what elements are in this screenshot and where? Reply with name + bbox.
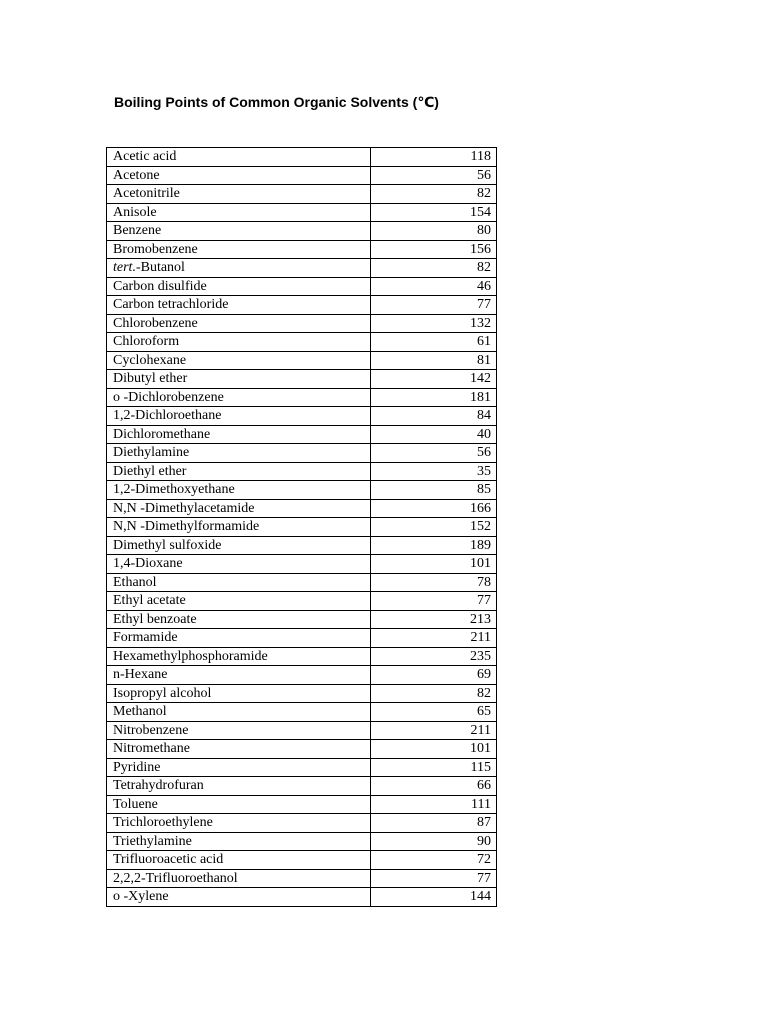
table-row: [107, 314, 497, 333]
boiling-point-cell: 56: [371, 444, 497, 463]
solvent-name: 1,4-Dioxane: [113, 556, 183, 572]
solvent-name-cell: [107, 370, 371, 389]
table-row: [107, 703, 497, 722]
boiling-point-cell: 78: [371, 573, 497, 592]
solvent-name: Ethanol: [113, 574, 157, 590]
boiling-point-cell: 144: [371, 888, 497, 907]
solvent-name-cell: [107, 203, 371, 222]
boiling-point-cell: 65: [371, 703, 497, 722]
solvent-name-cell: [107, 240, 371, 259]
table-row: [107, 888, 497, 907]
table-row: [107, 407, 497, 426]
boiling-point-cell: 84: [371, 407, 497, 426]
table-row: [107, 832, 497, 851]
table-row: [107, 758, 497, 777]
solvent-name: 1,2-Dichloroethane: [113, 408, 222, 424]
boiling-point-cell: 82: [371, 185, 497, 204]
boiling-point-cell: 77: [371, 592, 497, 611]
boiling-point-cell: 46: [371, 277, 497, 296]
solvent-name: o -Xylene: [113, 889, 169, 905]
solvent-name: Acetic acid: [113, 149, 177, 165]
table-row: [107, 166, 497, 185]
table-row: [107, 462, 497, 481]
solvent-name-cell: [107, 740, 371, 759]
table-row: [107, 259, 497, 278]
boiling-point-cell: 90: [371, 832, 497, 851]
solvent-name-cell: [107, 222, 371, 241]
boiling-point-cell: 111: [371, 795, 497, 814]
solvent-name-cell: [107, 721, 371, 740]
solvent-name: Carbon disulfide: [113, 278, 207, 294]
table-row: [107, 388, 497, 407]
solvent-name-cell: [107, 666, 371, 685]
solvent-name-cell: [107, 425, 371, 444]
solvent-name-cell: [107, 185, 371, 204]
solvent-name-cell: [107, 388, 371, 407]
solvent-name-cell: [107, 407, 371, 426]
boiling-points-table: [106, 147, 497, 907]
boiling-point-cell: 72: [371, 851, 497, 870]
solvent-name: 2,2,2-Trifluoroethanol: [113, 870, 238, 886]
table-row: [107, 629, 497, 648]
table-row: [107, 277, 497, 296]
solvent-name-cell: [107, 629, 371, 648]
solvent-name: Ethyl benzoate: [113, 611, 197, 627]
boiling-point-cell: 85: [371, 481, 497, 500]
boiling-point-cell: 132: [371, 314, 497, 333]
solvent-name: o -Dichlorobenzene: [113, 389, 224, 405]
table-row: [107, 351, 497, 370]
boiling-point-cell: 154: [371, 203, 497, 222]
solvent-name: -Butanol: [135, 260, 185, 276]
table-row: [107, 795, 497, 814]
boiling-point-cell: 69: [371, 666, 497, 685]
boiling-point-cell: 142: [371, 370, 497, 389]
solvent-name-cell: [107, 277, 371, 296]
solvent-name-cell: [107, 148, 371, 167]
solvent-name-cell: [107, 481, 371, 500]
solvent-name: Pyridine: [113, 759, 161, 775]
solvent-name: Carbon tetrachloride: [113, 297, 229, 313]
solvent-name: Diethyl ether: [113, 463, 187, 479]
table-row: [107, 851, 497, 870]
solvent-name: Bromobenzene: [113, 241, 198, 257]
solvent-name: Dibutyl ether: [113, 371, 188, 387]
boiling-point-cell: 77: [371, 296, 497, 315]
solvent-name-cell: [107, 166, 371, 185]
solvent-name-cell: [107, 610, 371, 629]
solvent-name: Dimethyl sulfoxide: [113, 537, 222, 553]
solvent-name-cell: [107, 536, 371, 555]
solvent-name-cell: [107, 296, 371, 315]
table-row: [107, 555, 497, 574]
solvent-name: Cyclohexane: [113, 352, 187, 368]
solvent-name-cell: [107, 647, 371, 666]
table-row: [107, 203, 497, 222]
solvent-name: Chlorobenzene: [113, 315, 198, 331]
boiling-point-cell: 66: [371, 777, 497, 796]
boiling-point-cell: 61: [371, 333, 497, 352]
table-row: [107, 869, 497, 888]
solvent-name-cell: [107, 555, 371, 574]
solvent-name-cell: [107, 888, 371, 907]
table-row: [107, 518, 497, 537]
boiling-point-cell: 156: [371, 240, 497, 259]
boiling-point-cell: 115: [371, 758, 497, 777]
table-row: [107, 647, 497, 666]
solvent-name: Ethyl acetate: [113, 593, 186, 609]
solvent-name: Dichloromethane: [113, 426, 211, 442]
boiling-point-cell: 118: [371, 148, 497, 167]
solvent-name-cell: [107, 777, 371, 796]
solvent-name-cell: [107, 703, 371, 722]
solvent-name: n-Hexane: [113, 667, 168, 683]
table-body: [107, 148, 497, 907]
solvent-name-cell: [107, 795, 371, 814]
table-row: [107, 296, 497, 315]
boiling-point-cell: 213: [371, 610, 497, 629]
table-row: [107, 481, 497, 500]
solvent-name-cell: [107, 592, 371, 611]
table-row: [107, 148, 497, 167]
solvent-name-cell: [107, 869, 371, 888]
solvent-name-cell: [107, 814, 371, 833]
boiling-point-cell: 80: [371, 222, 497, 241]
table-row: [107, 814, 497, 833]
solvent-name: Acetone: [113, 167, 160, 183]
boiling-point-cell: 101: [371, 555, 497, 574]
solvent-name-cell: [107, 462, 371, 481]
boiling-point-cell: 211: [371, 721, 497, 740]
solvent-name: Chloroform: [113, 334, 180, 350]
boiling-point-cell: 82: [371, 684, 497, 703]
solvent-name: Methanol: [113, 704, 167, 720]
solvent-name-cell: [107, 851, 371, 870]
solvent-name: Hexamethylphosphoramide: [113, 648, 268, 664]
solvent-name-cell: [107, 684, 371, 703]
solvent-name: Tetrahydrofuran: [113, 778, 204, 794]
solvent-name-cell: [107, 832, 371, 851]
table-row: [107, 721, 497, 740]
boiling-point-cell: 56: [371, 166, 497, 185]
boiling-point-cell: 235: [371, 647, 497, 666]
boiling-point-cell: 87: [371, 814, 497, 833]
boiling-point-cell: 77: [371, 869, 497, 888]
table-row: [107, 592, 497, 611]
solvent-name-cell: [107, 314, 371, 333]
table-row: [107, 610, 497, 629]
solvent-name: Isopropyl alcohol: [113, 685, 212, 701]
boiling-point-cell: 152: [371, 518, 497, 537]
solvent-name-cell: [107, 573, 371, 592]
solvent-name-cell: [107, 518, 371, 537]
solvent-name-cell: [107, 351, 371, 370]
table-row: [107, 777, 497, 796]
solvent-name-prefix: tert.: [113, 260, 136, 276]
boiling-point-cell: 81: [371, 351, 497, 370]
solvent-name: Nitrobenzene: [113, 722, 189, 738]
table-row: [107, 222, 497, 241]
solvent-name: Trifluoroacetic acid: [113, 852, 224, 868]
table-row: [107, 573, 497, 592]
solvent-name: Triethylamine: [113, 833, 192, 849]
solvent-name: Toluene: [113, 796, 158, 812]
solvent-name: N,N -Dimethylacetamide: [113, 500, 255, 516]
table-row: [107, 499, 497, 518]
solvent-name-cell: [107, 499, 371, 518]
solvent-name: N,N -Dimethylformamide: [113, 519, 260, 535]
table-row: [107, 444, 497, 463]
solvent-name: 1,2-Dimethoxyethane: [113, 482, 235, 498]
solvent-name: Anisole: [113, 204, 157, 220]
solvent-name: Acetonitrile: [113, 186, 180, 202]
table-row: [107, 425, 497, 444]
solvent-name: Trichloroethylene: [113, 815, 213, 831]
boiling-point-cell: 35: [371, 462, 497, 481]
solvent-name: Nitromethane: [113, 741, 190, 757]
solvent-name: Diethylamine: [113, 445, 190, 461]
boiling-point-cell: 189: [371, 536, 497, 555]
table-row: [107, 684, 497, 703]
solvent-name-cell: [107, 333, 371, 352]
boiling-point-cell: 40: [371, 425, 497, 444]
table-row: [107, 370, 497, 389]
table-row: [107, 740, 497, 759]
boiling-point-cell: 181: [371, 388, 497, 407]
boiling-point-cell: 82: [371, 259, 497, 278]
solvent-name-cell: [107, 444, 371, 463]
solvent-name: Formamide: [113, 630, 178, 646]
boiling-point-cell: 101: [371, 740, 497, 759]
table-row: [107, 240, 497, 259]
solvent-name-cell: [107, 259, 371, 278]
boiling-point-cell: 211: [371, 629, 497, 648]
table-row: [107, 185, 497, 204]
solvent-name-cell: [107, 758, 371, 777]
table-row: [107, 666, 497, 685]
table-row: [107, 536, 497, 555]
solvent-name: Benzene: [113, 223, 162, 239]
page-title: Boiling Points of Common Organic Solvents (℃): [114, 94, 439, 110]
table-row: [107, 333, 497, 352]
boiling-point-cell: 166: [371, 499, 497, 518]
